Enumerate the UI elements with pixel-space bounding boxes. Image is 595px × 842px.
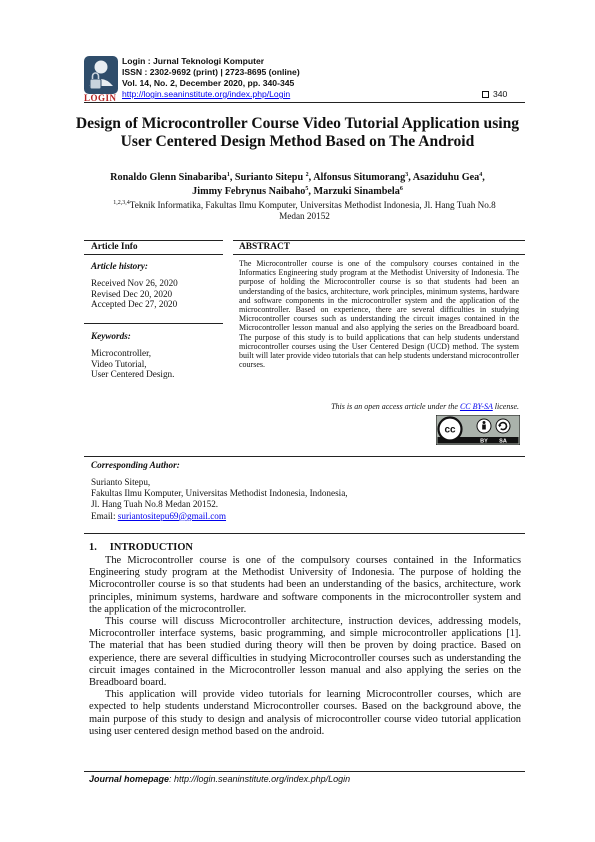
introduction-body — [89, 555, 521, 738]
logo-wordmark: LOGIN — [84, 93, 117, 103]
page-number — [482, 89, 507, 99]
history-heading: Article history: — [91, 261, 148, 271]
svg-text:cc: cc — [444, 424, 456, 436]
journal-homepage: Journal homepage: http://login.seaninstitute.org/index.php/Login — [89, 774, 351, 784]
author-name: Ronaldo Glenn Sinabariba — [110, 172, 227, 183]
abstract-sub-rule — [233, 254, 525, 255]
corresponding-details — [91, 477, 348, 522]
author-name: Marzuki Sinambela — [313, 186, 400, 197]
author-name: Asaziduhu Gea — [412, 172, 480, 183]
license-link[interactable]: CC BY-SA — [459, 402, 493, 411]
corresponding-heading: Corresponding Author: — [91, 460, 180, 470]
corresponding-name: Surianto Sitepu, — [91, 477, 151, 487]
author-list: Ronaldo Glenn Sinabariba$^1$, Surianto Sitepu $^2$, Alfonsus Situmorang$^3$, Asaziduhu Gea$^4$, Jimmy Febrynus Naibaho$^5$, Marzuki Sinambela$^6$ — [110, 172, 485, 197]
keywords-heading: Keywords: — [91, 331, 131, 341]
open-access-note: This is an open access article under the CC BY-SA license. — [331, 402, 519, 411]
abstract-text: The Microcontroller course is one of the compulsory courses contained in the Informatics Engineering study program at the Methodist University of Indonesia. The purpose of holding the Microcontroller course is so that students had been an understanding of the basics, architecture, work principles, minimum systems, hardware and software components in the microcontroller system and the application of the microcontroller. Based on experience, there are several difficulties in studying Microcontroller courses such as understanding the circuit images contained in the Microcontroller lesson manual and also applying the series on the Breadboard board. The purpose of this study is to build applications that can help students understand microcontroller courses using the User Centered Design (UCD) method. The system built will later provide video tutorials that can help students understand microcontroller courses. — [239, 259, 519, 370]
accepted-date: Accepted Dec 27, 2020 — [91, 299, 178, 310]
abstract-top-rule — [233, 240, 525, 241]
author-name: Alfonsus Situmorang — [313, 172, 406, 183]
revised-date: Revised Dec 20, 2020 — [91, 288, 173, 299]
keyword: Video Tutorial, — [91, 358, 147, 369]
footer-rule — [84, 771, 525, 772]
info-sub-rule — [84, 254, 223, 255]
author-name: Jimmy Febrynus Naibaho — [192, 186, 306, 197]
section-heading-introduction: 1. INTRODUCTION — [89, 542, 193, 553]
svg-text:BY: BY — [480, 438, 488, 445]
journal-issn: ISSN : 2302-9692 (print) | 2723-8695 (online) — [122, 67, 300, 77]
journal-volume: Vol. 14, No. 2, December 2020, pp. 340-345 — [122, 78, 295, 88]
journal-name: Login : Jurnal Teknologi Komputer — [122, 56, 265, 66]
keyword: Microcontroller, — [91, 348, 152, 358]
corresponding-address: Jl. Hang Tuah No.8 Medan 20152. — [91, 499, 219, 510]
header-rule — [84, 102, 525, 103]
svg-text:SA: SA — [499, 438, 507, 445]
corresponding-email: Email: suriantositepu69@gmail.com — [91, 510, 227, 521]
abstract-bottom-rule — [84, 456, 525, 457]
paper-title: Design of Microcontroller Course Video Tutorial Application using User Centered Design Method Based on The Android — [75, 115, 520, 150]
history-dates — [91, 278, 178, 310]
received-date: Received Nov 26, 2020 — [91, 278, 178, 288]
paragraph: This course will discuss Microcontroller architecture, instruction devices, addressing models, Microcontroller interface systems, basic programming, and simple microcontroller applications [1]. The material that has been studied during theory will then be proven by doing practice. Based on experience, there are several difficulties in studying Microcontroller courses such as understanding the circuit images contained in the Microcontroller lesson manual and also applying the series on the Breadboard board. — [89, 616, 521, 689]
homepage-url[interactable]: : http://login.seaninstitute.org/index.php/Login — [169, 774, 351, 784]
paragraph: This application will provide video tutorials for learning Microcontroller courses, which are expected to help students understand Microcontroller courses. Based on the background above, the main purpose of this study to design and analysis of microcontroller course video tutorial application using user centered design method based on the android. — [89, 689, 521, 737]
page-square-icon — [482, 91, 489, 98]
keywords-rule — [84, 323, 223, 324]
journal-url-link[interactable]: http://login.seaninstitute.org/index.php/Login — [122, 89, 291, 99]
keyword: User Centered Design. — [91, 369, 175, 380]
author-name: Surianto Sitepu — [234, 172, 306, 183]
cc-by-sa-badge-icon[interactable] — [436, 415, 520, 445]
journal-logo-icon — [84, 56, 118, 94]
page-number-text: 340 — [493, 89, 508, 99]
paragraph: The Microcontroller course is one of the compulsory courses contained in the Informatics Engineering study program at the Methodist University of Indonesia. The purpose of holding the Microcontroller course is so that students had been an understanding of the basics, architecture, work principles, minimum systems, hardware and software components in the microcontroller system and the application of the microcontroller. — [89, 555, 521, 615]
corresponding-bottom-rule — [84, 533, 525, 534]
corresponding-address: Fakultas Ilmu Komputer, Universitas Methodist Indonesia, Indonesia, — [91, 488, 348, 499]
affiliation: $^{1,2,3,4}$Teknik Informatika, Fakultas Ilmu Komputer, Universitas Methodist Indonesia, Jl. Hang Tuah No.8 Medan 20152 — [113, 200, 496, 221]
keyword-list — [91, 348, 174, 380]
abstract-heading: ABSTRACT — [239, 242, 291, 252]
info-top-rule — [84, 240, 223, 241]
article-info-heading: Article Info — [91, 242, 138, 252]
email-link[interactable]: suriantositepu69@gmail.com — [117, 510, 227, 521]
